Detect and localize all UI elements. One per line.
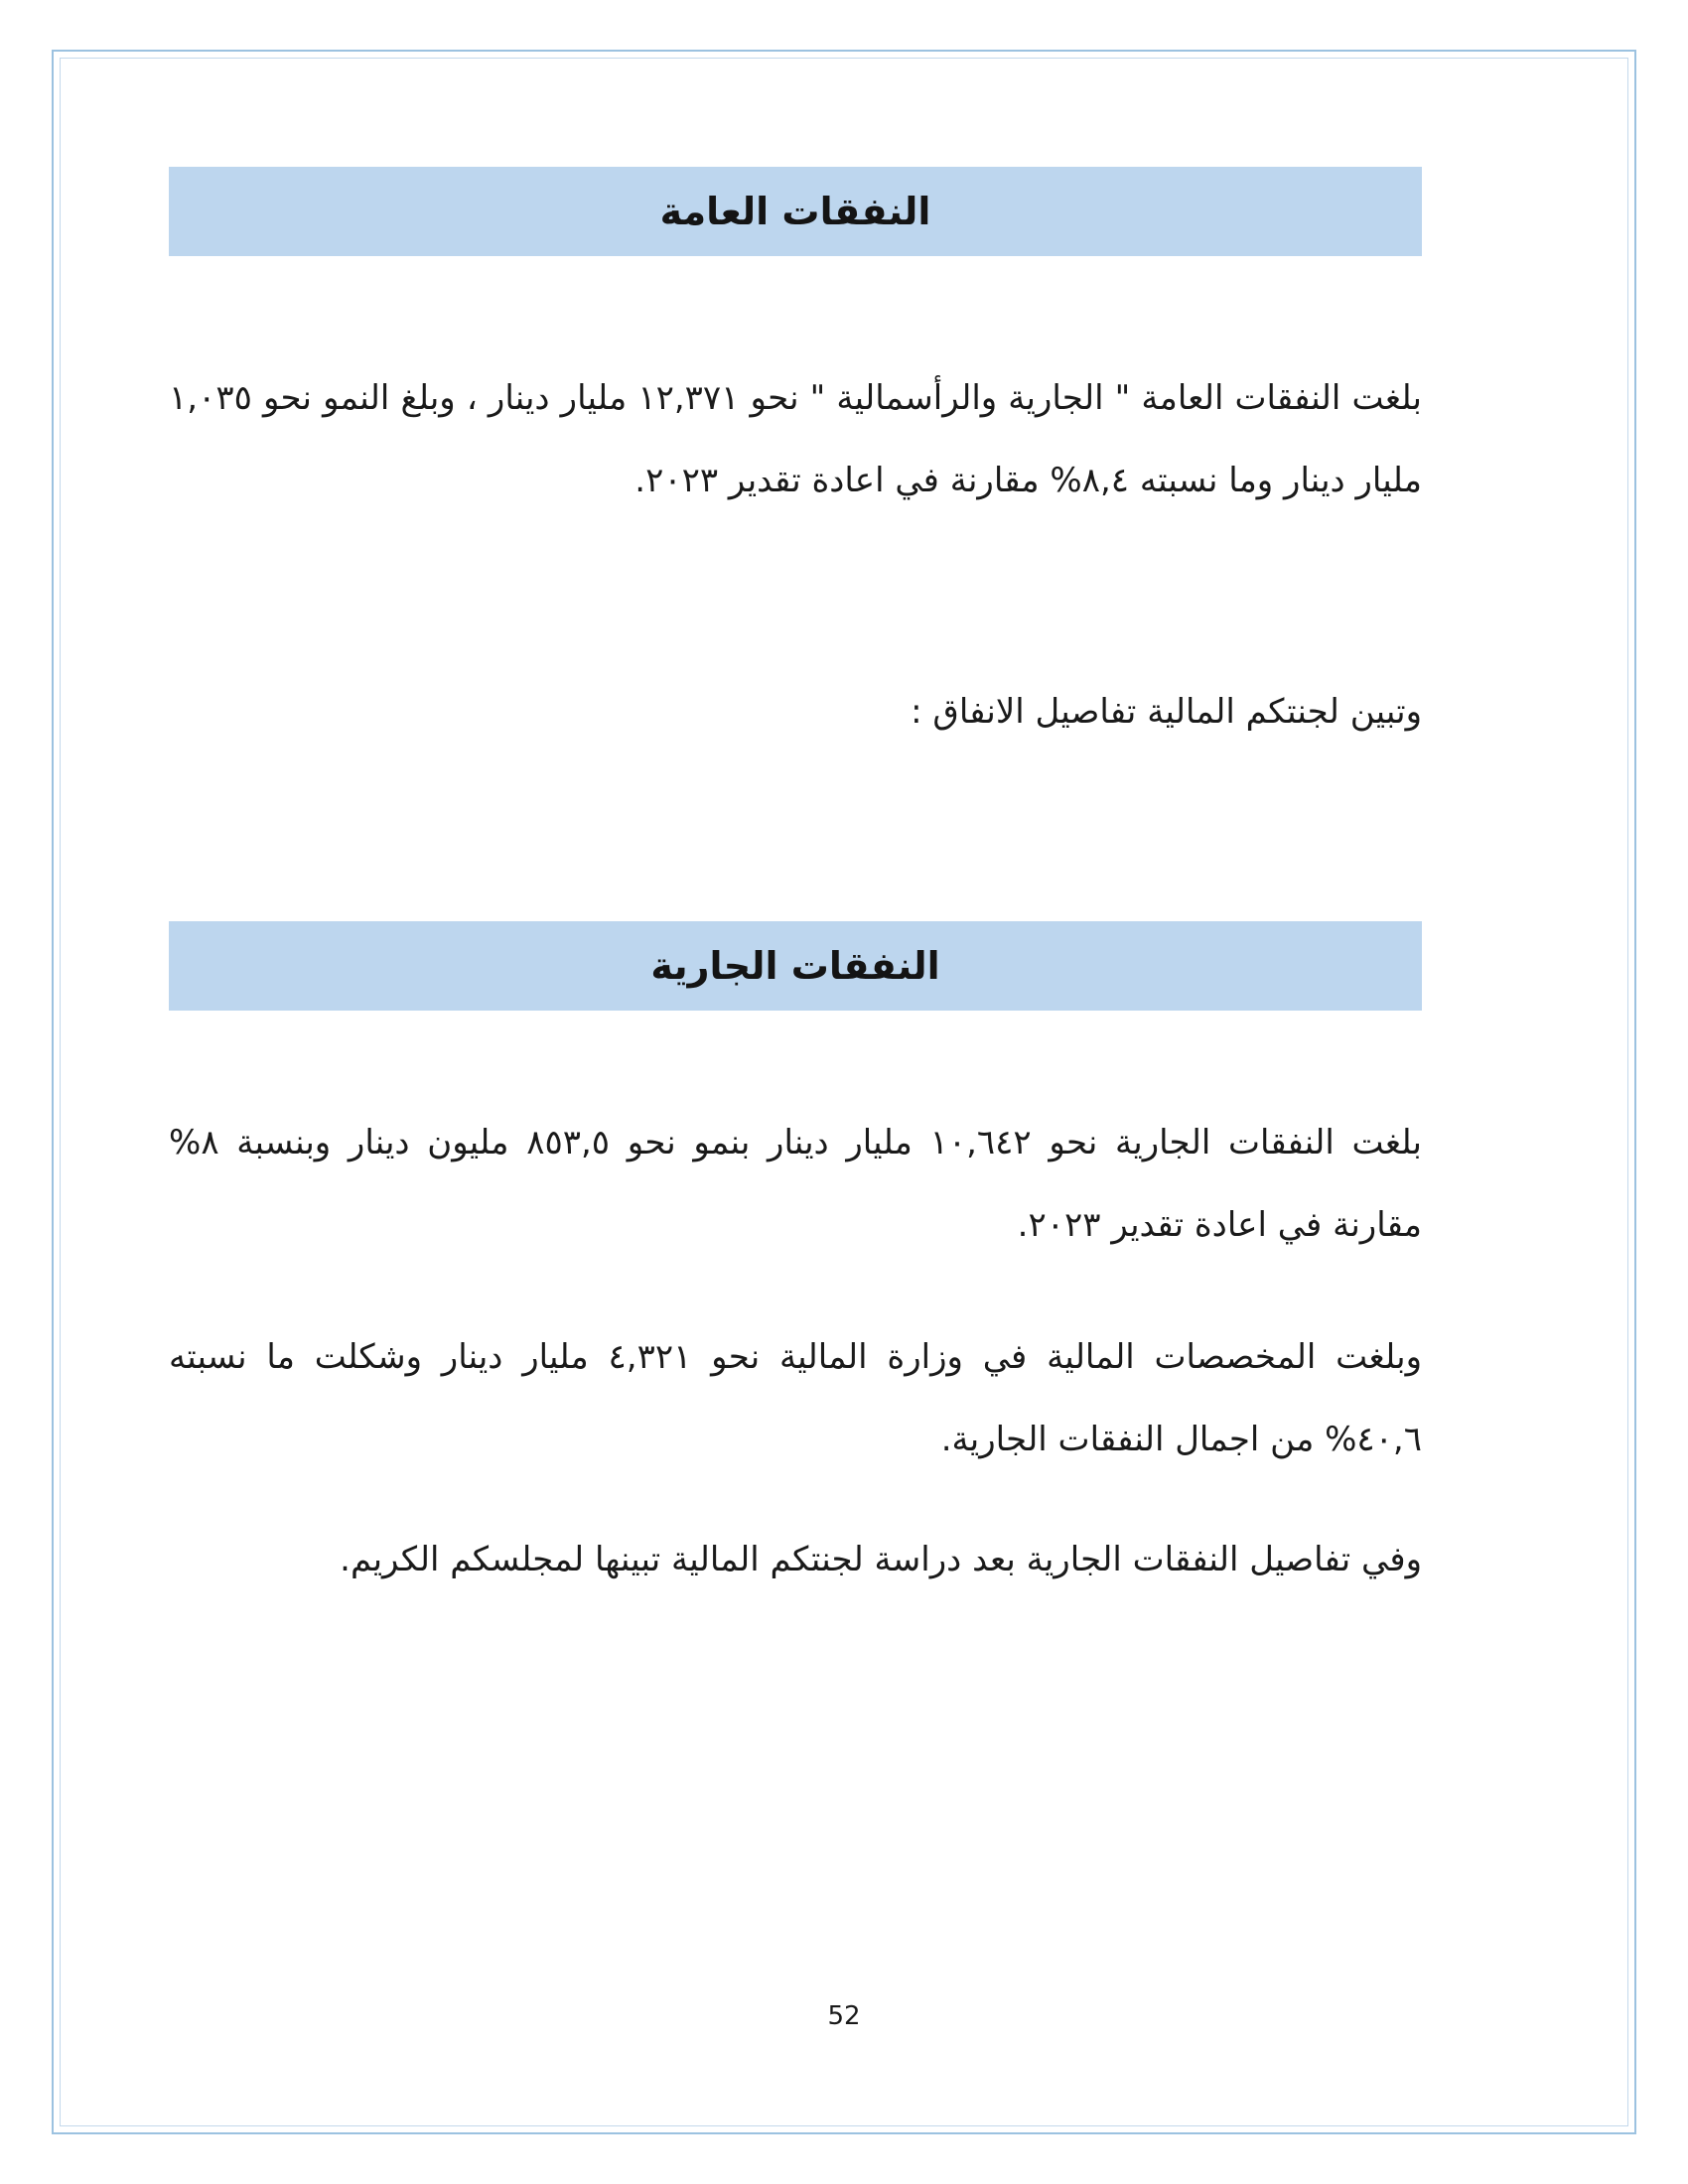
paragraph-current-expenditures-details-note: وفي تفاصيل النفقات الجارية بعد دراسة لجنتكم المالية تبينها لمجلسكم الكريم. (340, 1540, 1422, 1579)
section-heading-general-expenditures (169, 167, 1422, 256)
page-number: 52 (827, 2001, 861, 2031)
section-heading-general-label: النفقات العامة (659, 190, 931, 233)
paragraph-general-expenditures-summary: بلغت النفقات العامة " الجارية والرأسمالية " نحو ١٢,٣٧١ مليار دينار ، وبلغ النمو نحو ١,٠٣٥ مليار دينار وما نسبته ٨,٤% مقارنة في اعادة تقدير ٢٠٢٣. (169, 378, 1422, 500)
page-content (169, 0, 1422, 2184)
paragraph-committee-details-intro: وتبين لجنتكم المالية تفاصيل الانفاق : (911, 692, 1422, 732)
section-heading-current-label: النفقات الجارية (650, 944, 940, 988)
paragraph-finance-ministry-allocations: وبلغت المخصصات المالية في وزارة المالية نحو ٤,٣٢١ مليار دينار وشكلت ما نسبته ٤٠,٦% من اجمال النفقات الجارية. (169, 1337, 1422, 1459)
paragraph-current-expenditures-summary: بلغت النفقات الجارية نحو ١٠,٦٤٢ مليار دينار بنمو نحو ٨٥٣,٥ مليون دينار وبنسبة ٨% مقارنة في اعادة تقدير ٢٠٢٣. (169, 1123, 1422, 1245)
section-heading-current-expenditures (169, 921, 1422, 1011)
